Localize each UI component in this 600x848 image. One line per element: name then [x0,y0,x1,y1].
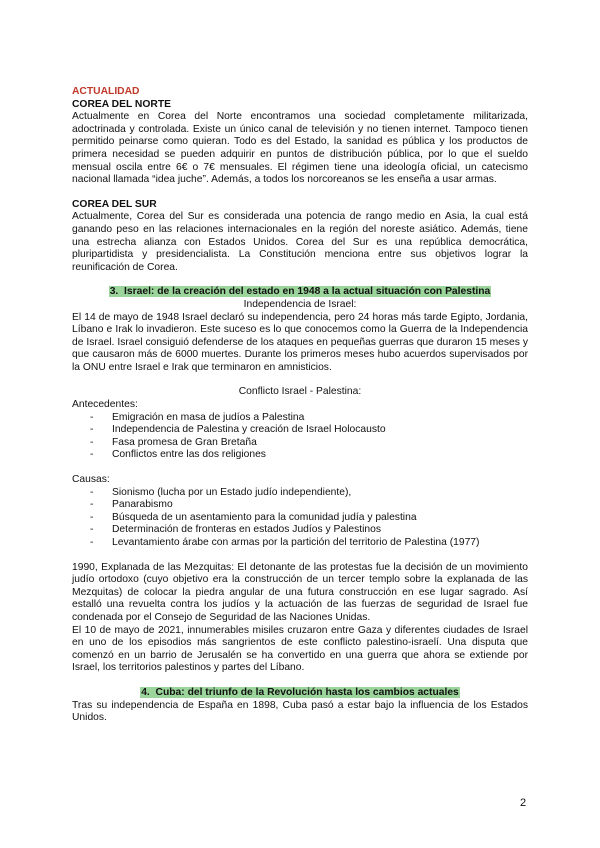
independence-subtitle: Independencia de Israel: [243,298,357,310]
conflict-subtitle: Conflicto Israel - Palestina: [238,386,362,398]
section-3-number: 3. [109,286,119,298]
list-item: - Sionismo (lucha por un Estado judío independiente), [90,487,528,500]
section-4-number: 4. [141,686,150,698]
list-item: - Panarabismo [90,499,528,512]
north-korea-title: COREA DEL NORTE [72,98,171,110]
antecedentes-list [72,412,528,462]
document-page [72,86,528,725]
mezquitas-paragraph: 1990, Explanada de las Mezquitas: El detonante de las protestas fue la decisión de un movimiento judío ortodoxo (cuyo objetivo era la construcción de un tercer templo sobre la explanada de las Mezquitas) de colocar la piedra angular de una futura construcción en ese lugar sagrado. Así estalló una revuelta contra los judíos y la actuación de las fuerzas de seguridad de Israel fue condenada por el Consejo de Seguridad de las Naciones Unidas. [72,561,528,623]
north-korea-paragraph: Actualmente en Corea del Norte encontramos una sociedad completamente militarizada, adoctrinada y controlada. Existe un único canal de televisión y no tienen internet. Tampoco tienen permitido peinarse como quieran. Todo es del Estado, la sanidad es pública y los productos de primera necesidad se pueden adquirir en puntos de distribución pública, por lo que el sueldo mensual oscila entre 6€ o 7€ mensuales. El régimen tiene una ideología oficial, un catecismo nacional llamada “idea juche”. Además, a todos los norcoreanos se les enseña a usar armas. [72,111,528,186]
south-korea-paragraph: Actualmente, Corea del Sur es considerada una potencia de rango medio en Asia, la cual está ganando peso en las relaciones internacionales en la región del noreste asiático. Además, tiene una estrecha alianza con Estados Unidos. Corea del Sur es una república democrática, pluripartidista y presidencialista. La Constitución menciona entre sus objetivos lograr la reunificación de Corea. [72,211,528,273]
section-label: ACTUALIDAD [72,86,140,97]
gaza-paragraph: El 10 de mayo de 2021, innumerables misiles cruzaron entre Gaza y diferentes ciudades de Israel en uno de los episodios más sangrientos de este conflicto palestino-israelí. Una disputa que comenzó en un barrio de Jerusalén se ha convertido en una guerra que ahora se extiende por Israel, los territorios palestinos y partes del Líbano. [72,624,528,674]
section-4-heading [72,687,528,700]
causas-label: Causas: [72,474,110,486]
list-item: - Fasa promesa de Gran Bretaña [90,437,528,450]
list-item: - Emigración en masa de judíos a Palestina [90,412,528,425]
list-item: - Levantamiento árabe con armas por la partición del territorio de Palestina (1977) [90,537,528,550]
list-item: - Determinación de fronteras en estados Judíos y Palestinos [90,524,528,537]
list-item: - Independencia de Palestina y creación de Israel Holocausto [90,424,528,437]
south-korea-title: COREA DEL SUR [72,198,157,210]
independence-paragraph: El 14 de mayo de 1948 Israel declaró su independencia, pero 24 horas más tarde Egipto, Jordania, Líbano e Irak lo invadieron. Este suceso es lo que conocemos como la Guerra de la Independencia de Israel. Israel consiguió defenderse de los ataques en pequeñas guerras que duraron 15 meses y que causaron más de 6000 muertes. Durante los primeros meses hubo acuerdos supervisados por la ONU entre Israel e Irak que terminaron en amnisticios. [72,311,528,373]
cuba-paragraph: Tras su independencia de España en 1898, Cuba pasó a estar bajo la influencia de los Estados Unidos. [72,699,528,724]
list-item: - Conflictos entre las dos religiones [90,449,528,462]
section-3-title: Israel: de la creación del estado en 1948 a la actual situación con Palestina [124,286,491,298]
list-item: - Búsqueda de un asentamiento para la comunidad judía y palestina [90,512,528,525]
section-3-heading [72,286,528,299]
causas-list [72,487,528,550]
page-number: 2 [520,797,527,809]
antecedentes-label: Antecedentes: [72,399,138,411]
section-4-title: Cuba: del triunfo de la Revolución hasta los cambios actuales [155,686,459,698]
